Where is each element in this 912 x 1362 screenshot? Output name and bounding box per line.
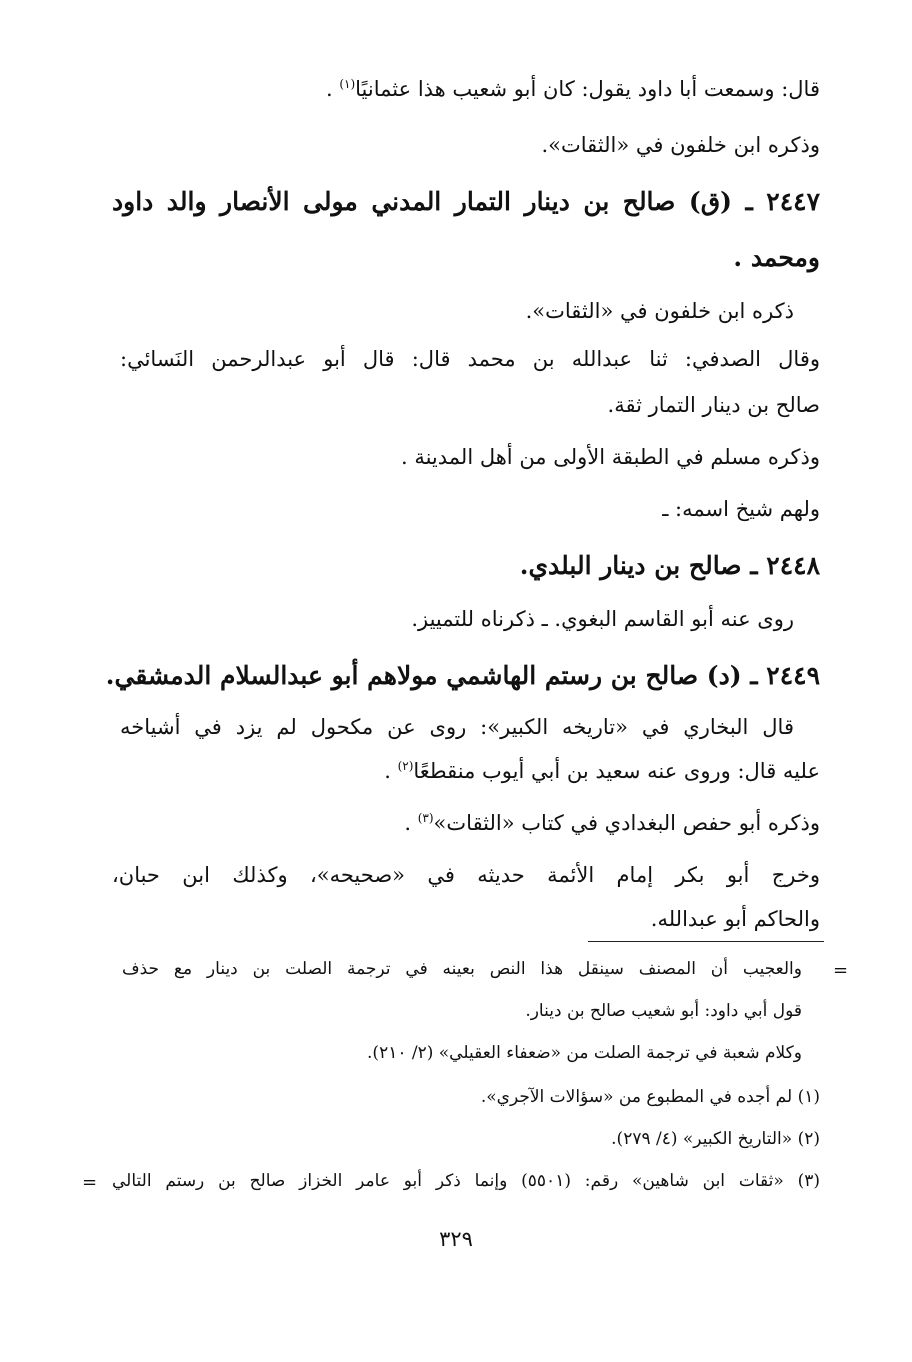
page-number: ٣٢٩ (439, 1227, 473, 1251)
text-segment: عليه قال: وروى عنه سعيد بن أبي أيوب منقطعًا (413, 759, 820, 783)
text-line: والحاكم أبو عبدالله. (650, 907, 820, 931)
continuation-marker: = (82, 1172, 98, 1193)
text-segment: . (384, 759, 398, 783)
text-line (384, 756, 820, 786)
text-line (404, 808, 820, 838)
text-line: وذكره مسلم في الطبقة الأولى من أهل المدينة . (400, 445, 820, 469)
text-line: ولهم شيخ اسمه: ـ (662, 497, 820, 521)
text-line: صالح بن دينار التمار ثقة. (607, 393, 820, 417)
footnote-ref[interactable]: (١) (339, 77, 356, 91)
footnote-ref[interactable]: (٣) (417, 811, 434, 825)
text-line: وقال الصدفي: ثنا عبدالله بن محمد قال: قال أبو عبدالرحمن النَسائي: (120, 347, 820, 371)
text-segment: . (325, 77, 340, 101)
text-line: ذكره ابن خلفون في «الثقات». (525, 299, 794, 323)
footnote-continuation: قول أبي داود: أبو شعيب صالح بن دينار. (525, 1001, 802, 1021)
footnote-continuation: والعجيب أن المصنف سينقل هذا النص بعينه في ترجمة الصلت بن دينار مع حذف (122, 959, 802, 979)
footnote-ref[interactable]: (٢) (397, 759, 414, 773)
text-line: وخرج أبو بكر إمام الأئمة حديثه في «صحيحه»، وكذلك ابن حبان، (112, 863, 820, 887)
entry-heading-2447-cont: ومحمد . (733, 243, 820, 272)
entry-heading-2449: ٢٤٤٩ ـ (د) صالح بن رستم الهاشمي مولاهم أبو عبدالسلام الدمشقي. (105, 661, 820, 690)
text-line: روى عنه أبو القاسم البغوي. ـ ذكرناه للتمييز. (411, 607, 794, 631)
text-line (326, 74, 820, 104)
entry-heading-2448: ٢٤٤٨ ـ صالح بن دينار البلدي. (519, 551, 820, 580)
text-line: وذكره ابن خلفون في «الثقات». (541, 133, 820, 157)
text-segment: قال: وسمعت أبا داود يقول: كان أبو شعيب هذا عثمانيًا (355, 77, 820, 101)
footnote-3: (٣) «ثقات ابن شاهين» رقم: (٥٥٠١) وإنما ذكر أبو عامر الخزاز صالح بن رستم التالي (112, 1171, 820, 1191)
entry-heading-2447: ٢٤٤٧ ـ (ق) صالح بن دينار التمار المدني مولى الأنصار والد داود (112, 187, 820, 216)
footnote-2: (٢) «التاريخ الكبير» (٤/ ٢٧٩). (611, 1129, 820, 1149)
text-segment: وذكره أبو حفص البغدادي في كتاب «الثقات» (433, 811, 820, 835)
text-segment: . (404, 811, 418, 835)
footnote-continuation: وكلام شعبة في ترجمة الصلت من «ضعفاء العقيلي» (٢/ ٢١٠). (367, 1043, 802, 1063)
text-line: قال البخاري في «تاريخه الكبير»: روى عن مكحول لم يزد في أشياخه (120, 715, 794, 739)
continuation-marker: = (833, 960, 849, 981)
footnote-separator (588, 941, 824, 942)
footnote-1: (١) لم أجده في المطبوع من «سؤالات الآجري». (480, 1087, 820, 1107)
